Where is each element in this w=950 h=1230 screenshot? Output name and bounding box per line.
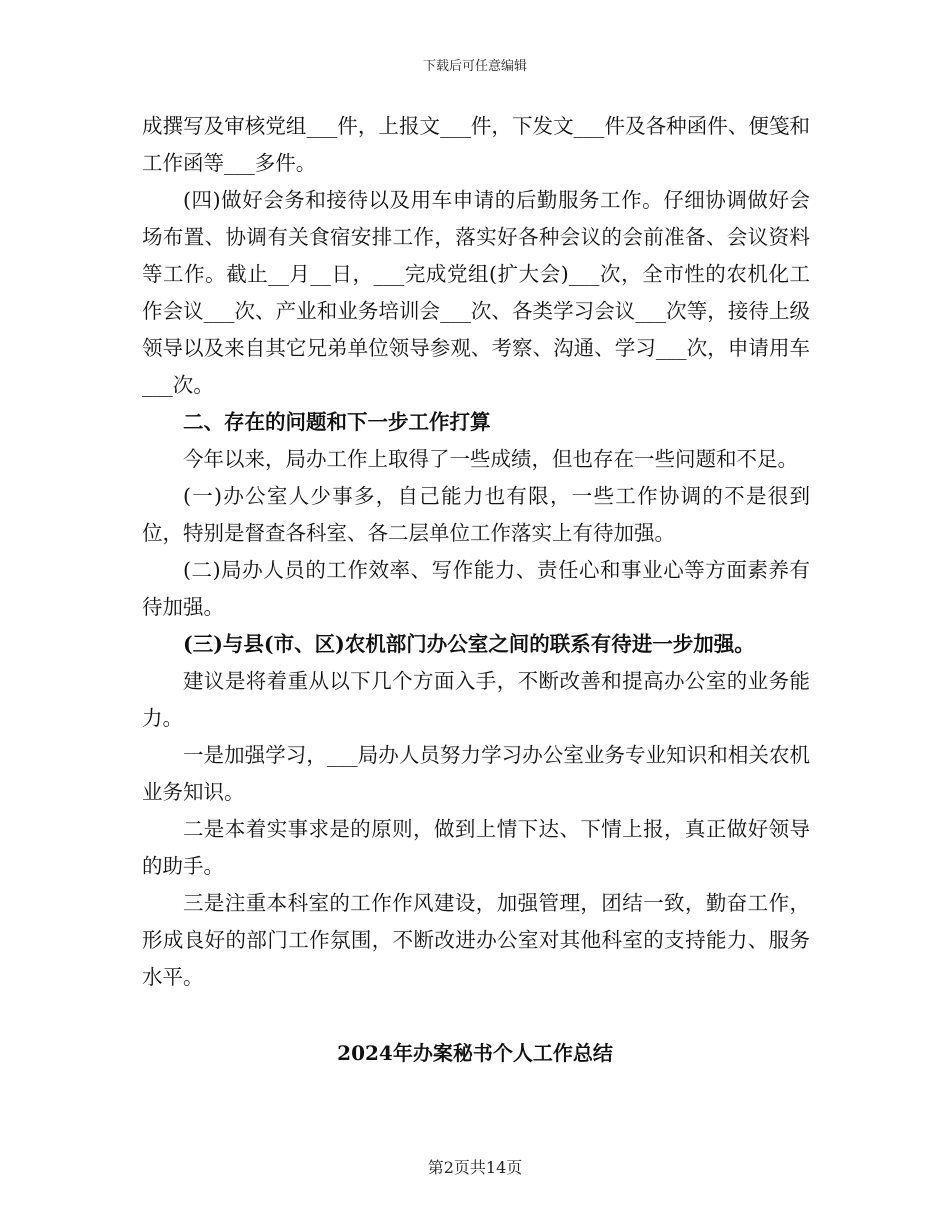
paragraph-measure-2: 二是本着实事求是的原则，做到上情下达、下情上报，真正做好领导的助手。 bbox=[142, 817, 810, 878]
paragraph-problem-1: (一)办公室人少事多，自己能力也有限，一些工作协调的不是很到位，特别是督查各科室、各二层单位工作落实上有待加强。 bbox=[142, 484, 810, 545]
paragraph-problem-3: (三)与县(市、区)农机部门办公室之间的联系有待进一步加强。 bbox=[183, 632, 755, 656]
paragraph-continuation: 成撰写及审核党组___件，上报文___件，下发文___件及各种函件、便笺和工作函等___多件。 bbox=[142, 114, 810, 175]
next-document-title: 2024年办案秘书个人工作总结 bbox=[337, 1041, 613, 1065]
paragraph-item-4: (四)做好会务和接待以及用车申请的后勤服务工作。仔细协调做好会场布置、协调有关食宿安排工作，落实好各种会议的会前准备、会议资料等工作。截止__月__日，___完成党组(扩大会)___次，全市性的农机化工作会议___次、产业和业务培训会___次、各类学习会议___次等，接待上级领导以及来自其它兄弟单位领导参观、考察、沟通、学习___次，申请用车___次。 bbox=[142, 188, 810, 397]
paragraph-problem-2: (二)局办人员的工作效率、写作能力、责任心和事业心等方面素养有待加强。 bbox=[142, 558, 810, 619]
page-footer: 第2页共14页 bbox=[427, 1158, 523, 1177]
paragraph-measure-3: 三是注重本科室的工作作风建设，加强管理，团结一致，勤奋工作，形成良好的部门工作氛围，不断改进办公室对其他科室的支持能力、服务水平。 bbox=[142, 891, 810, 989]
paragraph-measure-1: 一是加强学习，___局办人员努力学习办公室业务专业知识和相关农机业务知识。 bbox=[142, 743, 810, 804]
paragraph-intro: 今年以来，局办工作上取得了一些成绩，但也存在一些问题和不足。 bbox=[183, 447, 798, 471]
section-heading-2: 二、存在的问题和下一步工作打算 bbox=[183, 410, 491, 434]
paragraph-suggestion: 建议是将着重从以下几个方面入手，不断改善和提高办公室的业务能力。 bbox=[142, 669, 810, 730]
page-header: 下载后可任意编辑 bbox=[422, 59, 527, 74]
document-body bbox=[142, 108, 810, 996]
